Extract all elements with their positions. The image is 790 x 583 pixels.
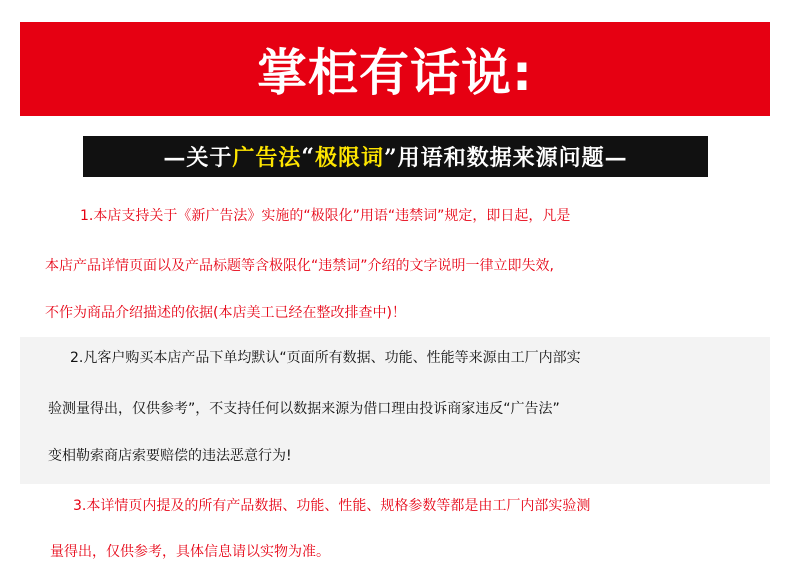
notice-paragraph-2 xyxy=(20,337,770,484)
notice-1-line-2: 本店产品详情页面以及产品标题等含极限化“违禁词”介绍的文字说明一律立即失效, xyxy=(45,258,554,274)
notice-paragraph-3 xyxy=(20,484,770,583)
subtitle-suffix: ”用语和数据来源问题— xyxy=(384,145,628,171)
notice-2-line-3: 变相勒索商店索要赔偿的违法恶意行为! xyxy=(48,448,292,464)
notice-3-line-2: 量得出，仅供参考，具体信息请以实物为准。 xyxy=(50,544,330,560)
notice-2-line-1: 2.凡客户购买本店产品下单均默认“页面所有数据、功能、性能等来源由工厂内部实 xyxy=(70,350,581,366)
notice-2-line-2: 验测量得出，仅供参考”，不支持任何以数据来源为借口理由投诉商家违反“广告法” xyxy=(48,401,560,417)
header-banner xyxy=(20,22,770,116)
subtitle-bar xyxy=(83,136,708,177)
notice-1-line-1: 1.本店支持关于《新广告法》实施的“极限化”用语“违禁词”规定，即日起，凡是 xyxy=(80,208,571,224)
notice-3-line-1: 3.本详情页内提及的所有产品数据、功能、性能、规格参数等都是由工厂内部实验测 xyxy=(73,498,591,514)
subtitle-quote-open: “ xyxy=(301,143,315,170)
subtitle-highlight-extreme-words: 极限词 xyxy=(315,145,385,171)
subtitle-highlight-ad-law: 广告法 xyxy=(232,145,302,171)
notice-paragraph-1 xyxy=(20,196,770,336)
notice-1-line-3: 不作为商品介绍描述的依据(本店美工已经在整改排查中)！ xyxy=(45,305,406,321)
banner-title: 掌柜有话说: xyxy=(257,44,533,102)
subtitle-prefix: —关于 xyxy=(163,145,233,171)
